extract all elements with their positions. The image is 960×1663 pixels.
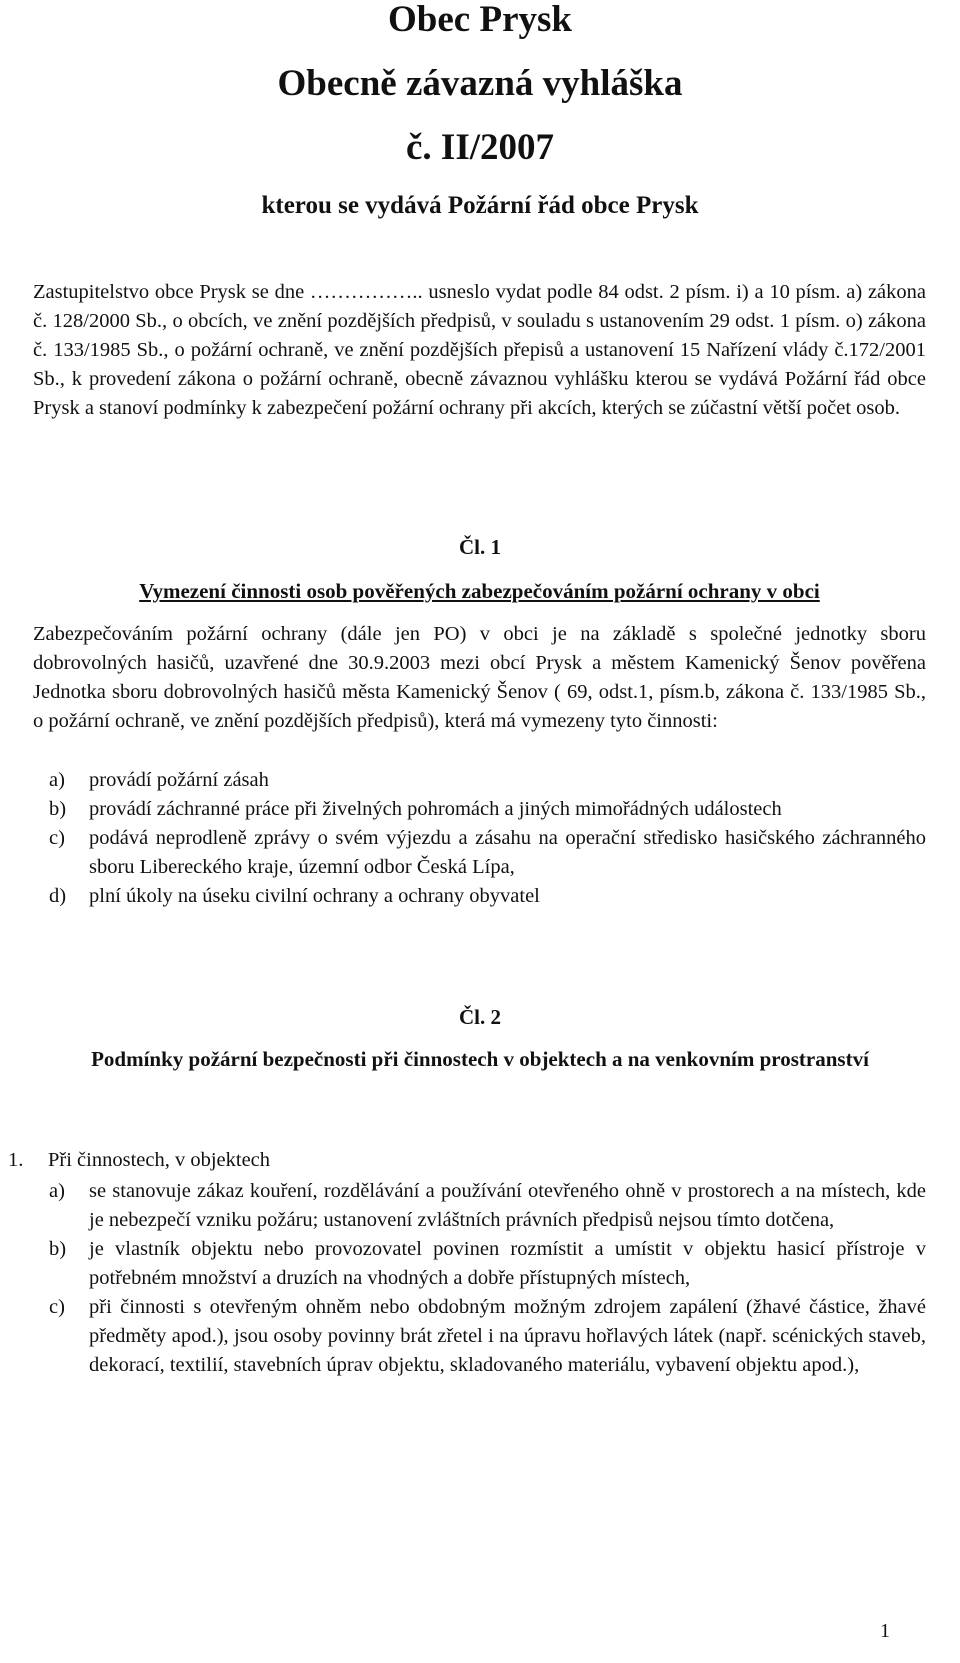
list-item [33,1235,926,1293]
list-item-text: plní úkoly na úseku civilní ochrany a ochrany obyvatel [89,885,540,907]
document-type-title: Obecně závazná vyhláška [277,63,683,104]
list-item-text: při činnosti s otevřeným ohněm nebo obdobným možným zdrojem zapálení (žhavé částice, žhavé předměty apod.), jsou osoby povinny brát zřetel i na úpravu hořlavých látek (např. scénických staveb, dekorací, textilií, stavebních úprav objektu, skladovaného materiálu, vybavení objektu apod.), [89,1296,926,1376]
list-item-text: provádí požární zásah [89,769,269,791]
list-item [33,766,926,795]
article-1-heading: Vymezení činnosti osob pověřených zabezpečováním požární ochrany v obci [139,579,820,603]
list-item-label: c) [49,1296,65,1318]
list-item [33,1177,926,1235]
list-item-label: b) [49,1238,67,1260]
article-2-list [33,1177,926,1380]
list-item [33,882,926,911]
list-item-label: b) [49,798,67,820]
article-1-text: Zabezpečováním požární ochrany (dále jen PO) v obci je na základě s společné jednotky sboru dobrovolných hasičů, uzavřené dne 30.9.2003 mezi obcí Prysk a městem Kamenický Šenov pověřena Jednotka sboru dobrovolných hasičů města Kamenický Šenov ( 69, odst.1, písm.b, zákona č. 133/1985 Sb., o požární ochraně, ve znění pozdějších předpisů), která má vymezeny tyto činnosti: [33,623,926,732]
list-item [33,824,926,882]
point-number: 1. [8,1149,24,1171]
intro-paragraph: Zastupitelstvo obce Prysk se dne …………….. usneslo vydat podle 84 odst. 2 písm. i) a 10 písm. a) zákona č. 128/2000 Sb., o obcích, ve znění pozdějších předpisů, v souladu s ustanovením 29 odst. 1 písm. o) zákona č. 133/1985 Sb., o požární ochraně, ve znění pozdějších přepisů a ustanovení 15 Nařízení vlády č.172/2001 Sb., k provedení zákona o požární ochraně, obecně závaznou vyhlášku kterou se vydává Požární řád obce Prysk a stanoví podmínky k zabezpečení požární ochrany při akcích, kterých se zúčastní větší počet osob. [33,281,926,419]
article-2-label: Čl. 2 [459,1005,501,1029]
list-item-text: se stanovuje zákaz kouření, rozdělávání a používání otevřeného ohně v prostorech a na místech, kde je nebezpečí vzniku požáru; ustanovení zvláštních právních předpisů nejsou tímto dotčena, [89,1180,926,1231]
list-item-text: provádí záchranné práce při živelných pohromách a jiných mimořádných událostech [89,798,782,820]
article-2-heading: Podmínky požární bezpečnosti při činnostech v objektech a na venkovním prostranství [91,1047,869,1071]
list-item-label: c) [49,827,65,849]
list-item [33,795,926,824]
list-item-label: d) [49,885,67,907]
list-item-label: a) [49,1180,65,1202]
document-subtitle: kterou se vydává Požární řád obce Prysk [261,192,699,219]
document-number: č. II/2007 [406,127,554,168]
point-text: Při činnostech, v objektech [48,1149,271,1171]
list-item [33,1293,926,1380]
list-item-text: podává neprodleně zprávy o svém výjezdu a zásahu na operační středisko hasičského záchranného sboru Libereckého kraje, územní odbor Česká Lípa, [89,827,926,878]
municipality-title: Obec Prysk [388,0,572,40]
list-item-label: a) [49,769,65,791]
article-1-list [33,766,926,911]
list-item-text: je vlastník objektu nebo provozovatel povinen rozmístit a umístit v objektu hasicí přístroje v potřebném množství a druzích na vhodných a dobře přístupných místech, [89,1238,926,1289]
article-1-label: Čl. 1 [459,535,501,559]
page-number: 1 [880,1620,890,1642]
